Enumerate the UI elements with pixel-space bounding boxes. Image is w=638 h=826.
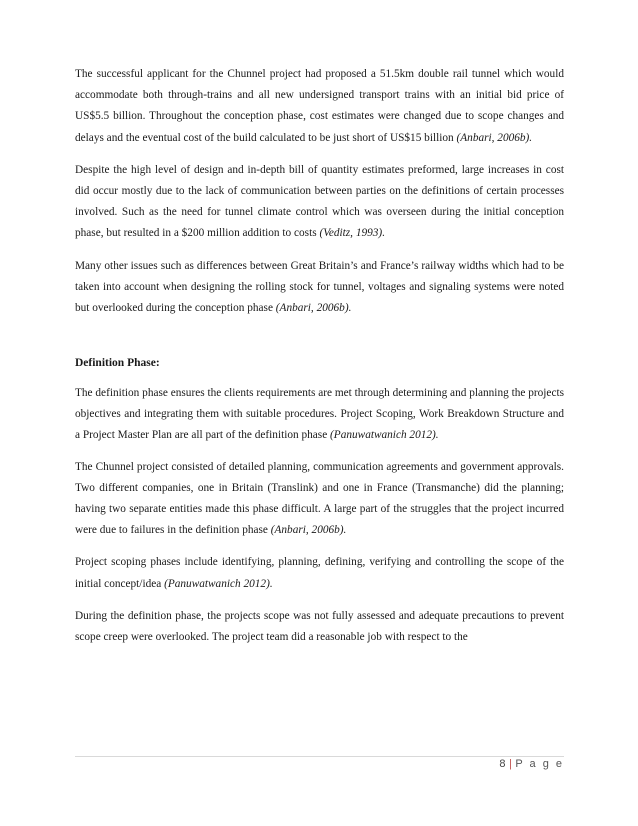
- page-footer: [499, 758, 564, 770]
- page-label: P a g e: [515, 758, 564, 770]
- footer-divider: [75, 756, 564, 757]
- paragraph-text: Many other issues such as differences between Great Britain’s and France’s railway widths which had to be taken into account when designing the rolling stock for tunnel, voltages and signaling systems were noted but overlooked during the conception phase: [75, 259, 564, 315]
- citation: (Anbari, 2006b).: [270, 524, 347, 537]
- paragraph-text: The definition phase ensures the clients requirements are met through determining and planning the projects objectives and integrating them with suitable procedures. Project Scoping, Work Breakdown Structure and a Project Master Plan are all part of the definition phase: [75, 387, 564, 441]
- citation: (Veditz, 1993).: [319, 227, 386, 240]
- paragraph-definition-phase: [75, 383, 564, 445]
- section-heading: Definition Phase:: [75, 357, 160, 370]
- citation: (Panuwatwanich 2012).: [330, 428, 439, 441]
- citation: (Anbari, 2006b).: [456, 131, 533, 144]
- paragraph-text: Project scoping phases include identifying, planning, defining, verifying and controlling the scope of the initial concept/idea: [75, 556, 564, 590]
- paragraph-scope-creep: [75, 606, 564, 648]
- paragraph-text: Despite the high level of design and in-depth bill of quantity estimates preformed, large increases in cost did occur mostly due to the lack of communication between parties on the definitions of certain processes involved. Such as the need for tunnel climate control which was overseen during the initial conception phase, but resulted in a $200 million addition to costs: [75, 163, 564, 240]
- paragraph-chunnel-planning: [75, 457, 564, 542]
- paragraph-chunnel-bid: [75, 64, 564, 149]
- citation: (Panuwatwanich 2012).: [164, 577, 273, 590]
- document-body: [75, 64, 564, 659]
- paragraph-other-issues: [75, 256, 564, 320]
- paragraph-cost-increase: [75, 160, 564, 245]
- citation: (Anbari, 2006b).: [275, 302, 352, 315]
- paragraph-text: The Chunnel project consisted of detailed planning, communication agreements and government approvals. Two different companies, one in Britain (Translink) and one in France (Transmanche) did the planning; having two separate entities made this phase difficult. A large part of the struggles that the project incurred were due to failures in the definition phase: [75, 460, 564, 537]
- page-number: 8: [499, 758, 506, 770]
- paragraph-text: The successful applicant for the Chunnel project had proposed a 51.5km double rail tunnel which would accommodate both through-trains and all new undersigned transport trains with an initial bid price of US$5.5 billion. Throughout the conception phase, cost estimates were changed due to scope changes and delays and the eventual cost of the build calculated to be just short of US$15 billion: [75, 68, 564, 144]
- footer-separator: |: [508, 758, 513, 770]
- paragraph-project-scoping: [75, 552, 564, 594]
- paragraph-text: During the definition phase, the projects scope was not fully assessed and adequate precautions to prevent scope creep were overlooked. The project team did a reasonable job with respect to the: [75, 609, 564, 644]
